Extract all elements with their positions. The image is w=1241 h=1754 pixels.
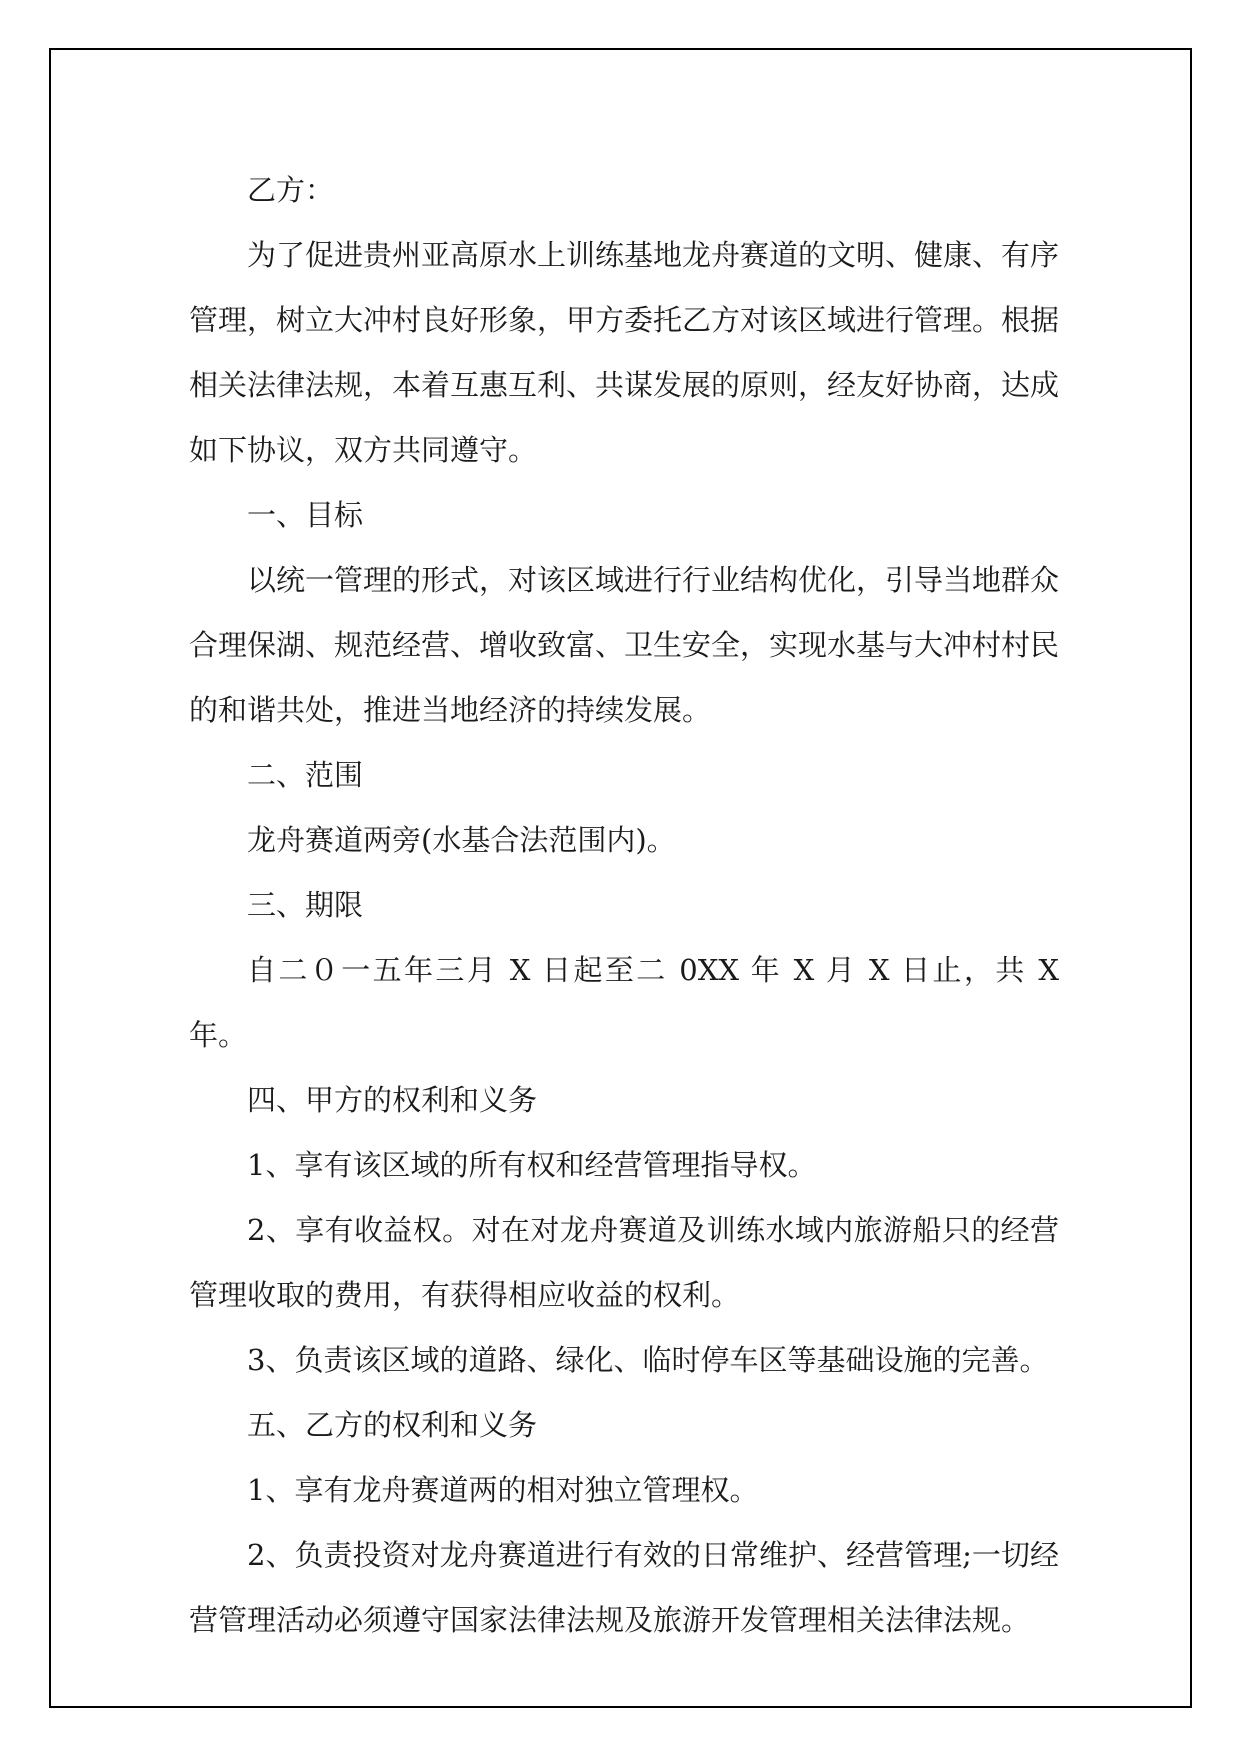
- party-b-clause-2: 2、负责投资对龙舟赛道进行有效的日常维护、经营管理;一切经营管理活动必须遵守国家法律法规及旅游开发管理相关法律法规。: [189, 1538, 1059, 1637]
- party-a-clause-1: 1、享有该区域的所有权和经营管理指导权。: [247, 1148, 817, 1182]
- section-heading-party-a: 四、甲方的权利和义务: [247, 1083, 538, 1117]
- party-b-clause-1: 1、享有龙舟赛道两的相对独立管理权。: [247, 1473, 759, 1507]
- section-heading-scope: 二、范围: [247, 758, 364, 792]
- party-a-clause-2: 2、享有收益权。对在对龙舟赛道及训练水域内旅游船只的经营管理收取的费用，有获得相应收益的权利。: [189, 1213, 1059, 1312]
- goal-paragraph: 以统一管理的形式，对该区域进行行业结构优化，引导当地群众合理保湖、规范经营、增收致富、卫生安全，实现水基与大冲村村民的和谐共处，推进当地经济的持续发展。: [189, 563, 1060, 727]
- document-body: [189, 158, 1059, 1653]
- section-heading-party-b: 五、乙方的权利和义务: [247, 1408, 538, 1442]
- party-b-label: 乙方：: [247, 173, 335, 207]
- section-heading-term: 三、期限: [247, 888, 364, 922]
- term-paragraph: 自二０一五年三月 X 日起至二 0XX 年 X 月 X 日止，共 X 年。: [189, 953, 1059, 1052]
- party-a-clause-3: 3、负责该区域的道路、绿化、临时停车区等基础设施的完善。: [247, 1343, 1049, 1377]
- section-heading-goal: 一、目标: [247, 498, 364, 532]
- scope-paragraph: 龙舟赛道两旁(水基合法范围内)。: [247, 823, 676, 857]
- preamble-paragraph: 为了促进贵州亚高原水上训练基地龙舟赛道的文明、健康、有序管理，树立大冲村良好形象，甲方委托乙方对该区域进行管理。根据相关法律法规，本着互惠互利、共谋发展的原则，经友好协商，达成如下协议，双方共同遵守。: [189, 238, 1060, 467]
